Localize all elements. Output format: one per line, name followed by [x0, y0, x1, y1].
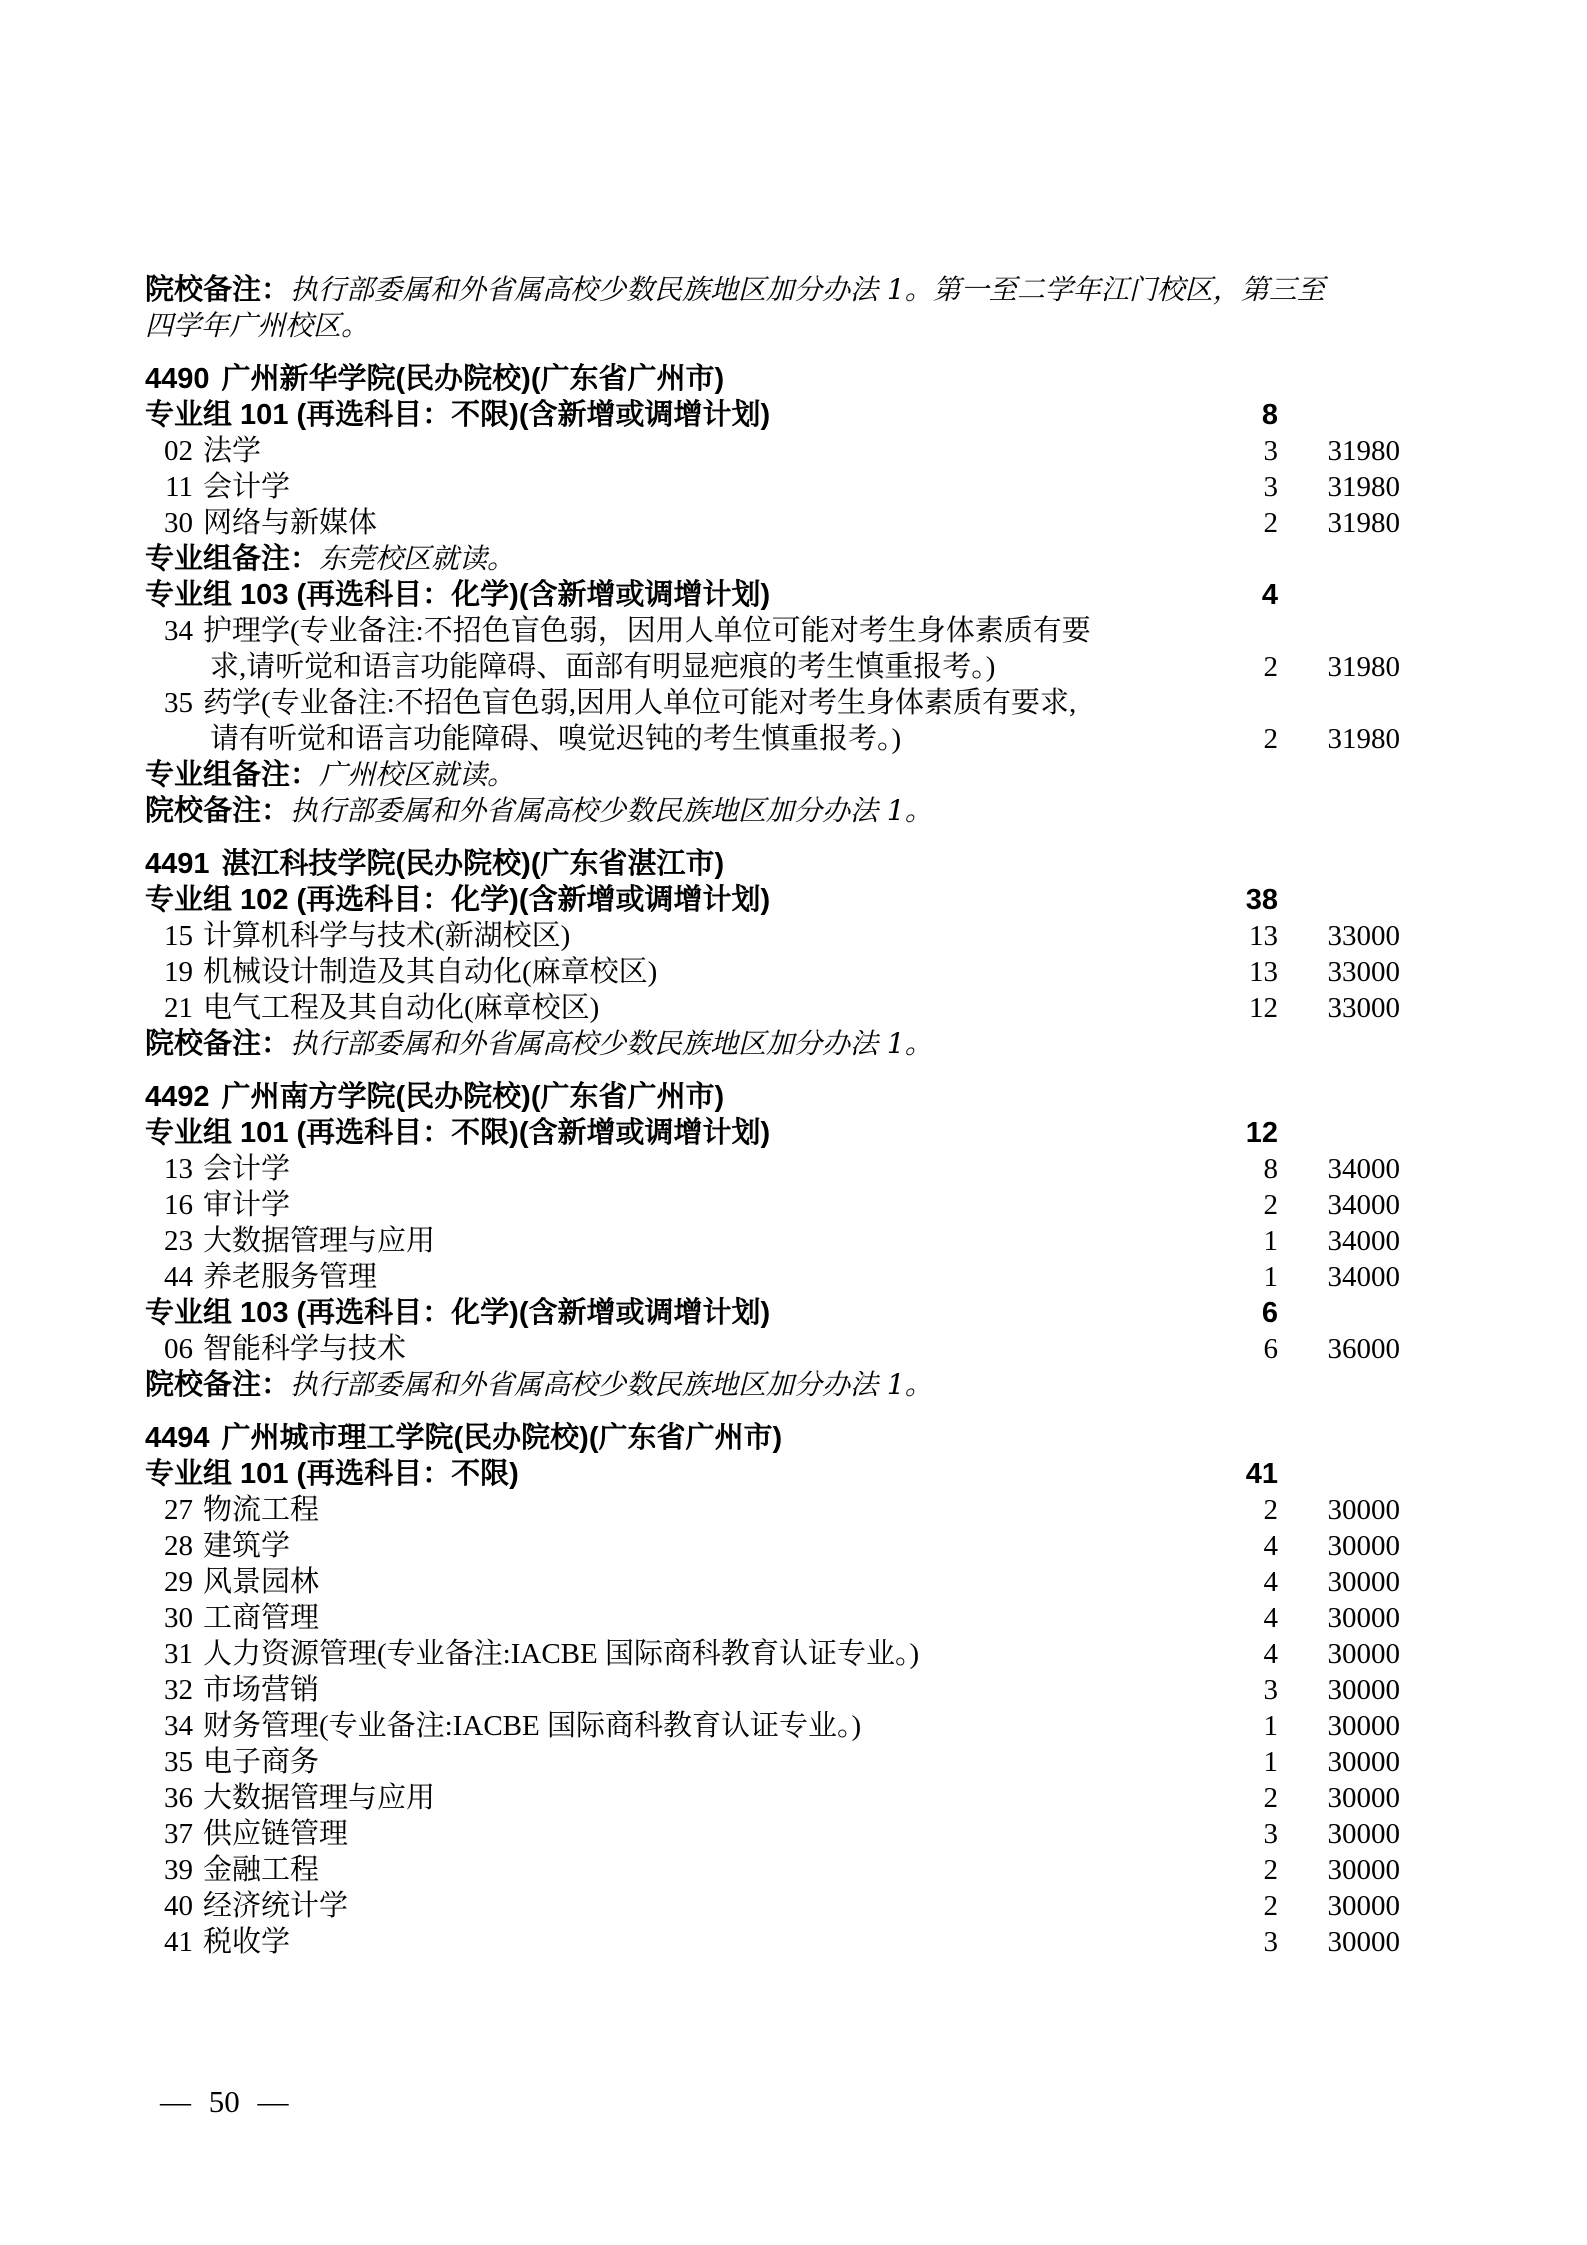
major-name: 电子商务	[203, 1746, 320, 1778]
major-name: 大数据管理与应用	[203, 1225, 436, 1257]
enroll-count: 6	[1263, 1333, 1278, 1365]
enroll-count: 8	[1263, 1153, 1278, 1185]
institution-remark-row	[145, 793, 1440, 829]
institution-remark-label: 院校备注：	[145, 1369, 291, 1401]
institution-remark-text: 执行部委属和外省属高校少数民族地区加分办法 1。	[290, 794, 933, 827]
group-title: 专业组 101 (再选科目：不限)(含新增或调增计划)	[145, 1117, 771, 1149]
tuition-fee: 31980	[1327, 651, 1400, 683]
major-code: 28	[164, 1530, 193, 1562]
institution-remark-label: 院校备注：	[145, 1028, 291, 1060]
tuition-fee: 34000	[1327, 1261, 1400, 1293]
enroll-count: 3	[1263, 1674, 1278, 1706]
major-code: 13	[164, 1153, 193, 1185]
major-code: 11	[165, 471, 193, 503]
major-row	[145, 1888, 1440, 1924]
major-name: 网络与新媒体	[203, 507, 378, 539]
major-code: 32	[164, 1674, 193, 1706]
major-code: 27	[164, 1494, 193, 1526]
major-row	[145, 1852, 1440, 1888]
tuition-fee: 30000	[1327, 1890, 1400, 1922]
institution-name: 湛江科技学院(民办院校)(广东省湛江市)	[221, 848, 725, 880]
major-code: 39	[164, 1854, 193, 1886]
major-code: 34	[164, 1710, 193, 1742]
group-remark-row	[145, 541, 1440, 577]
group-total-count: 12	[1245, 1117, 1278, 1149]
enroll-count: 13	[1249, 920, 1278, 952]
major-name-continuation: 求,请听觉和语言功能障碍、面部有明显疤痕的考生慎重报考。)	[210, 651, 996, 683]
major-row	[145, 505, 1440, 541]
major-row	[145, 1528, 1440, 1564]
enroll-count: 4	[1263, 1566, 1278, 1598]
institution-remark-text: 执行部委属和外省属高校少数民族地区加分办法 1。	[290, 1027, 933, 1060]
carryover-remark-line-1	[145, 272, 1440, 308]
institution-name: 广州新华学院(民办院校)(广东省广州市)	[221, 363, 725, 395]
tuition-fee: 31980	[1327, 471, 1400, 503]
institution-header	[145, 1420, 1440, 1456]
major-name: 人力资源管理(专业备注:IACBE 国际商科教育认证专业。)	[203, 1638, 920, 1670]
major-name: 电气工程及其自动化(麻章校区)	[203, 992, 600, 1024]
major-row	[145, 954, 1440, 990]
major-row-line-1	[145, 613, 1440, 649]
institution-remark-label: 院校备注：	[145, 795, 291, 827]
major-name: 药学(专业备注:不招色盲色弱,因用人单位可能对考生身体素质有要求,	[203, 687, 1077, 719]
group-remark-text: 东莞校区就读。	[319, 542, 516, 575]
major-name: 智能科学与技术	[203, 1333, 407, 1365]
major-name: 税收学	[203, 1926, 291, 1958]
group-remark-label: 专业组备注：	[145, 759, 320, 791]
tuition-fee: 36000	[1327, 1333, 1400, 1365]
enroll-count: 3	[1263, 1818, 1278, 1850]
major-row	[145, 469, 1440, 505]
group-header	[145, 1295, 1440, 1331]
tuition-fee: 30000	[1327, 1530, 1400, 1562]
enroll-count: 4	[1263, 1602, 1278, 1634]
tuition-fee: 30000	[1327, 1566, 1400, 1598]
major-code: 23	[164, 1225, 193, 1257]
major-name: 经济统计学	[203, 1890, 349, 1922]
major-row	[145, 918, 1440, 954]
enroll-count: 1	[1263, 1746, 1278, 1778]
major-code: 41	[164, 1926, 193, 1958]
enroll-count: 3	[1263, 471, 1278, 503]
tuition-fee: 34000	[1327, 1153, 1400, 1185]
tuition-fee: 30000	[1327, 1674, 1400, 1706]
tuition-fee: 31980	[1327, 723, 1400, 755]
tuition-fee: 33000	[1327, 920, 1400, 952]
group-header	[145, 397, 1440, 433]
major-name: 计算机科学与技术(新湖校区)	[203, 920, 571, 952]
institution-remark-text: 执行部委属和外省属高校少数民族地区加分办法 1。	[290, 1368, 933, 1401]
major-code: 35	[164, 1746, 193, 1778]
group-header	[145, 1115, 1440, 1151]
tuition-fee: 30000	[1327, 1854, 1400, 1886]
major-name: 工商管理	[203, 1602, 320, 1634]
tuition-fee: 30000	[1327, 1746, 1400, 1778]
major-code: 36	[164, 1782, 193, 1814]
enroll-count: 1	[1263, 1710, 1278, 1742]
major-code: 29	[164, 1566, 193, 1598]
tuition-fee: 31980	[1327, 435, 1400, 467]
major-row	[145, 1816, 1440, 1852]
major-row	[145, 990, 1440, 1026]
tuition-fee: 30000	[1327, 1782, 1400, 1814]
major-row	[145, 1924, 1440, 1960]
group-title: 专业组 101 (再选科目：不限)	[145, 1458, 519, 1490]
enroll-count: 3	[1263, 1926, 1278, 1958]
remark-text: 四学年广州校区。	[145, 309, 370, 342]
tuition-fee: 30000	[1327, 1926, 1400, 1958]
major-name: 审计学	[203, 1189, 291, 1221]
institution-name: 广州城市理工学院(民办院校)(广东省广州市)	[221, 1422, 783, 1454]
enroll-count: 4	[1263, 1530, 1278, 1562]
enroll-count: 13	[1249, 956, 1278, 988]
enroll-count: 2	[1263, 1494, 1278, 1526]
major-code: 21	[164, 992, 193, 1024]
major-row	[145, 1259, 1440, 1295]
major-name: 大数据管理与应用	[203, 1782, 436, 1814]
group-header	[145, 577, 1440, 613]
group-total-count: 38	[1245, 884, 1278, 916]
group-remark-text: 广州校区就读。	[319, 758, 516, 791]
group-total-count: 6	[1261, 1297, 1278, 1329]
major-row	[145, 1151, 1440, 1187]
major-code: 40	[164, 1890, 193, 1922]
major-row	[145, 1636, 1440, 1672]
enroll-count: 2	[1263, 723, 1278, 755]
tuition-fee: 30000	[1327, 1638, 1400, 1670]
group-total-count: 8	[1261, 399, 1278, 431]
enroll-count: 2	[1263, 1782, 1278, 1814]
enroll-count: 2	[1263, 1890, 1278, 1922]
major-row	[145, 1564, 1440, 1600]
major-code: 30	[164, 507, 193, 539]
major-code: 15	[164, 920, 193, 952]
carryover-remark-line-2	[145, 308, 1440, 344]
enroll-count: 2	[1263, 651, 1278, 683]
page-content	[145, 272, 1440, 1960]
institution-code: 4492	[145, 1081, 210, 1113]
major-name: 会计学	[203, 1153, 291, 1185]
tuition-fee: 30000	[1327, 1818, 1400, 1850]
major-row-line-1	[145, 685, 1440, 721]
major-row	[145, 1492, 1440, 1528]
enroll-count: 2	[1263, 507, 1278, 539]
major-row	[145, 1708, 1440, 1744]
major-row	[145, 433, 1440, 469]
institution-name: 广州南方学院(民办院校)(广东省广州市)	[221, 1081, 725, 1113]
institution-remark-row	[145, 1026, 1440, 1062]
major-row	[145, 1223, 1440, 1259]
major-code: 30	[164, 1602, 193, 1634]
institution-header	[145, 361, 1440, 397]
institution-header	[145, 846, 1440, 882]
institution-code: 4494	[145, 1422, 210, 1454]
group-remark-label: 专业组备注：	[145, 543, 320, 575]
major-code: 16	[164, 1189, 193, 1221]
major-name: 建筑学	[203, 1530, 291, 1562]
institution-remark-row	[145, 1367, 1440, 1403]
group-title: 专业组 101 (再选科目：不限)(含新增或调增计划)	[145, 399, 771, 431]
major-code: 19	[164, 956, 193, 988]
major-code: 37	[164, 1818, 193, 1850]
remark-label: 院校备注：	[145, 274, 291, 306]
major-name: 金融工程	[203, 1854, 320, 1886]
enroll-count: 3	[1263, 435, 1278, 467]
enroll-count: 2	[1263, 1854, 1278, 1886]
group-title: 专业组 102 (再选科目：化学)(含新增或调增计划)	[145, 884, 771, 916]
tuition-fee: 34000	[1327, 1189, 1400, 1221]
institution-code: 4490	[145, 363, 210, 395]
enroll-count: 12	[1249, 992, 1278, 1024]
enroll-count: 2	[1263, 1189, 1278, 1221]
major-row	[145, 1331, 1440, 1367]
major-row	[145, 1744, 1440, 1780]
group-total-count: 41	[1245, 1458, 1278, 1490]
major-name: 财务管理(专业备注:IACBE 国际商科教育认证专业。)	[203, 1710, 862, 1742]
tuition-fee: 31980	[1327, 507, 1400, 539]
major-row	[145, 1600, 1440, 1636]
major-name: 养老服务管理	[203, 1261, 378, 1293]
major-row	[145, 1187, 1440, 1223]
tuition-fee: 34000	[1327, 1225, 1400, 1257]
major-name-continuation: 请有听觉和语言功能障碍、嗅觉迟钝的考生慎重报考。)	[210, 723, 902, 755]
footer-left-dash: —	[160, 2084, 191, 2119]
enroll-count: 4	[1263, 1638, 1278, 1670]
institution-header	[145, 1079, 1440, 1115]
group-remark-row	[145, 757, 1440, 793]
tuition-fee: 30000	[1327, 1710, 1400, 1742]
enroll-count: 1	[1263, 1225, 1278, 1257]
major-name: 供应链管理	[203, 1818, 349, 1850]
major-code: 34	[164, 615, 193, 647]
major-row	[145, 1672, 1440, 1708]
group-title: 专业组 103 (再选科目：化学)(含新增或调增计划)	[145, 579, 771, 611]
enroll-count: 1	[1263, 1261, 1278, 1293]
major-code: 06	[164, 1333, 193, 1365]
institution-code: 4491	[145, 848, 210, 880]
major-name: 会计学	[203, 471, 291, 503]
major-name: 物流工程	[203, 1494, 320, 1526]
group-header	[145, 882, 1440, 918]
major-name: 风景园林	[203, 1566, 320, 1598]
major-row-line-2	[145, 721, 1440, 757]
major-code: 44	[164, 1261, 193, 1293]
tuition-fee: 30000	[1327, 1494, 1400, 1526]
tuition-fee: 30000	[1327, 1602, 1400, 1634]
tuition-fee: 33000	[1327, 956, 1400, 988]
major-row-line-2	[145, 649, 1440, 685]
remark-text: 执行部委属和外省属高校少数民族地区加分办法 1。第一至二学年江门校区，第三至	[290, 273, 1325, 306]
tuition-fee: 33000	[1327, 992, 1400, 1024]
major-code: 35	[164, 687, 193, 719]
major-row	[145, 1780, 1440, 1816]
major-name: 法学	[203, 435, 262, 467]
page-footer	[150, 2082, 299, 2122]
major-code: 02	[164, 435, 193, 467]
group-total-count: 4	[1261, 579, 1278, 611]
group-header	[145, 1456, 1440, 1492]
group-title: 专业组 103 (再选科目：化学)(含新增或调增计划)	[145, 1297, 771, 1329]
major-name: 市场营销	[203, 1674, 320, 1706]
footer-right-dash: —	[257, 2084, 289, 2119]
major-name: 机械设计制造及其自动化(麻章校区)	[203, 956, 658, 988]
major-name: 护理学(专业备注:不招色盲色弱，因用人单位可能对考生身体素质有要	[203, 615, 1091, 647]
major-code: 31	[164, 1638, 193, 1670]
page-number: 50	[208, 2084, 240, 2119]
